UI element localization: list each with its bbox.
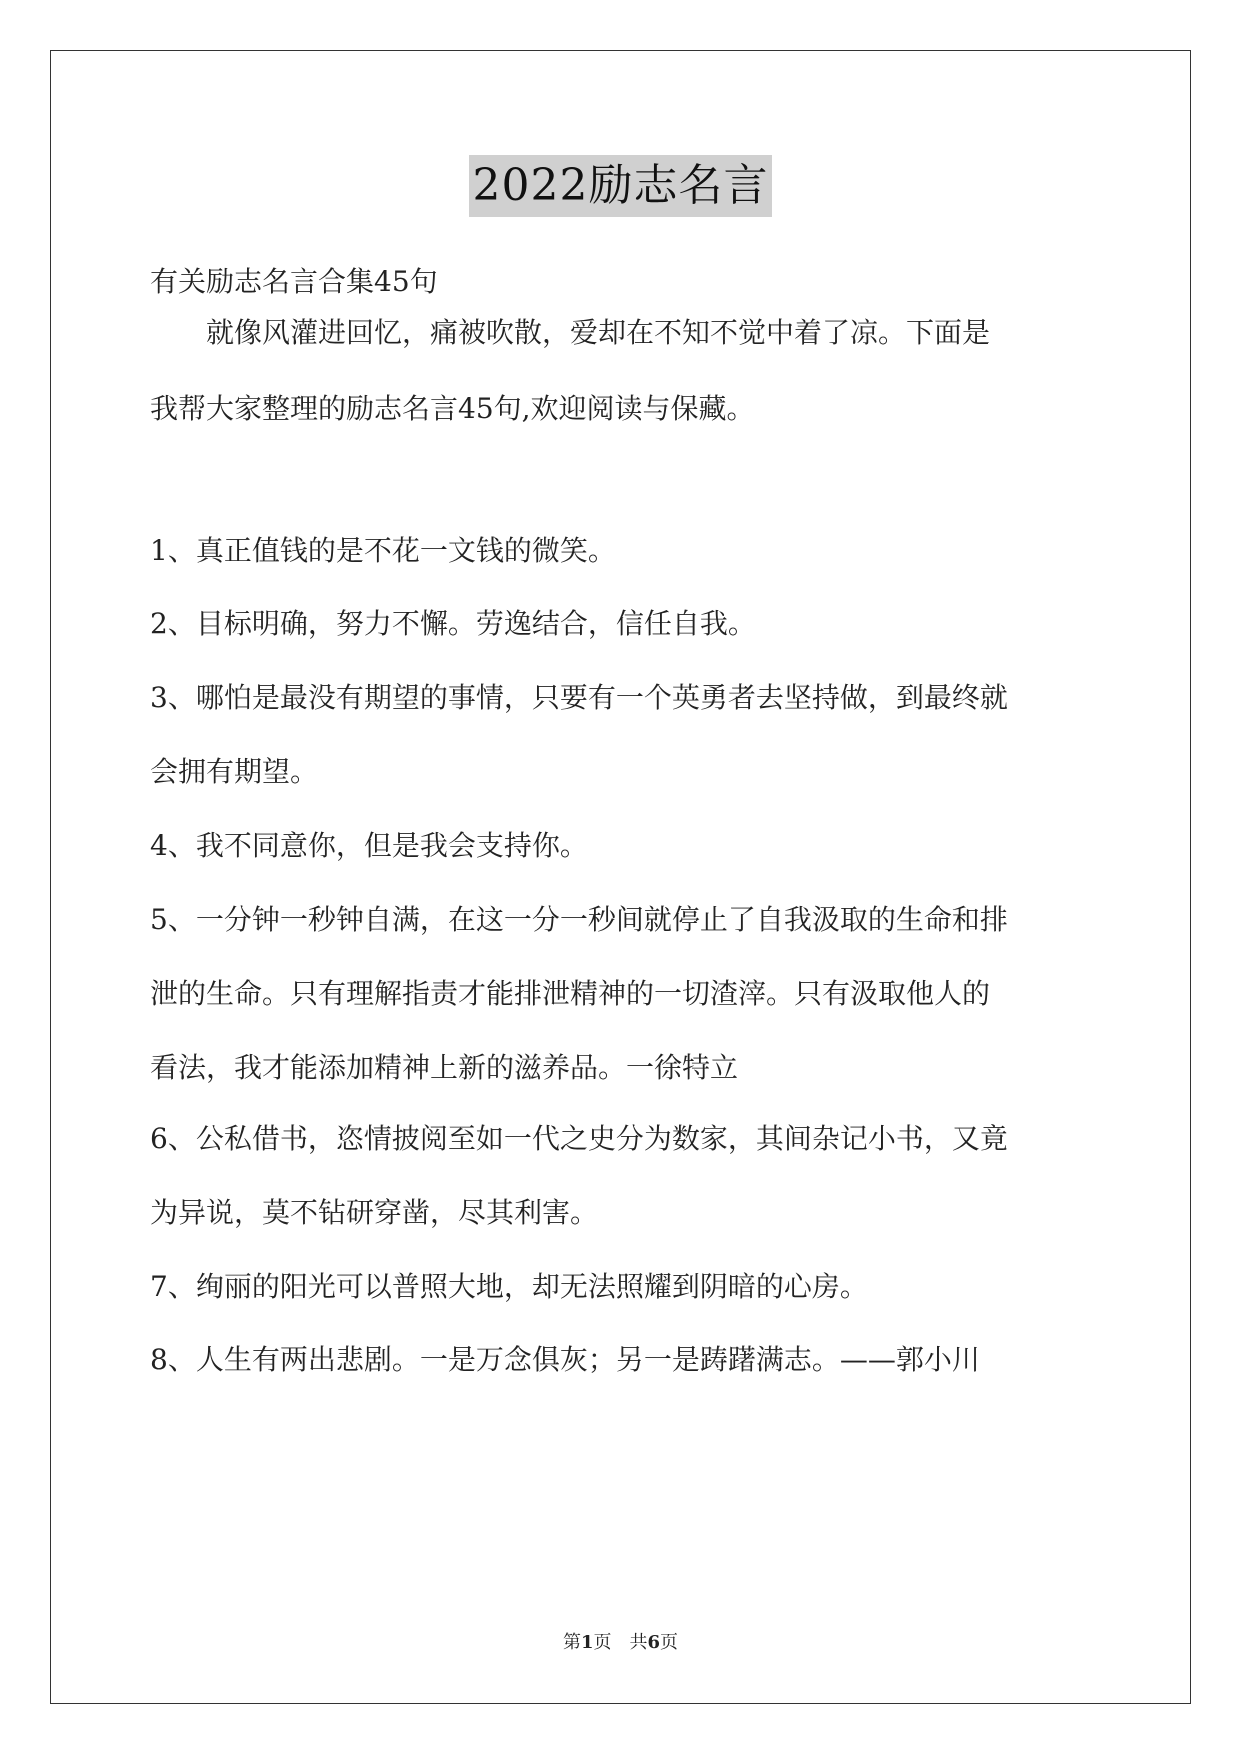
page-mid: 页 共 [593, 1632, 648, 1653]
quote-8: 8、人生有两出悲剧。一是万念俱灰；另一是踌躇满志。——郭小川 [150, 1343, 980, 1376]
quote-6-line-2: 为异说，莫不钻研穿凿，尽其利害。 [150, 1196, 599, 1229]
page-footer [0, 1628, 1241, 1654]
subtitle-line: 有关励志名言合集45句 [150, 265, 438, 298]
page-total: 6 [647, 1632, 661, 1653]
page-prefix: 第 [562, 1632, 581, 1653]
quote-5-line-3: 看法，我才能添加精神上新的滋养品。一徐特立 [150, 1051, 739, 1084]
quote-7: 7、绚丽的阳光可以普照大地，却无法照耀到阴暗的心房。 [150, 1270, 868, 1303]
quote-5-line-2: 泄的生命。只有理解指责才能排泄精神的一切渣滓。只有汲取他人的 [150, 977, 991, 1010]
page-suffix: 页 [660, 1632, 679, 1653]
title-area [0, 155, 1241, 217]
page-current: 1 [580, 1632, 594, 1653]
intro-line-2: 我帮大家整理的励志名言45句,欢迎阅读与保藏。 [150, 392, 755, 425]
quote-4: 4、我不同意你，但是我会支持你。 [150, 829, 588, 862]
document-title: 2022励志名言 [469, 155, 773, 217]
quote-1: 1、真正值钱的是不花一文钱的微笑。 [150, 534, 616, 567]
quote-3-line-2: 会拥有期望。 [150, 755, 319, 788]
quote-5-line-1: 5、一分钟一秒钟自满，在这一分一秒间就停止了自我汲取的生命和排 [150, 903, 1008, 936]
quote-6-line-1: 6、公私借书，恣情披阅至如一代之史分为数家，其间杂记小书，又竟 [150, 1122, 1008, 1155]
quote-2: 2、目标明确，努力不懈。劳逸结合，信任自我。 [150, 607, 756, 640]
quote-3-line-1: 3、哪怕是最没有期望的事情，只要有一个英勇者去坚持做，到最终就 [150, 681, 1008, 714]
intro-line-1: 就像风灌进回忆，痛被吹散，爱却在不知不觉中着了凉。下面是 [150, 316, 991, 349]
